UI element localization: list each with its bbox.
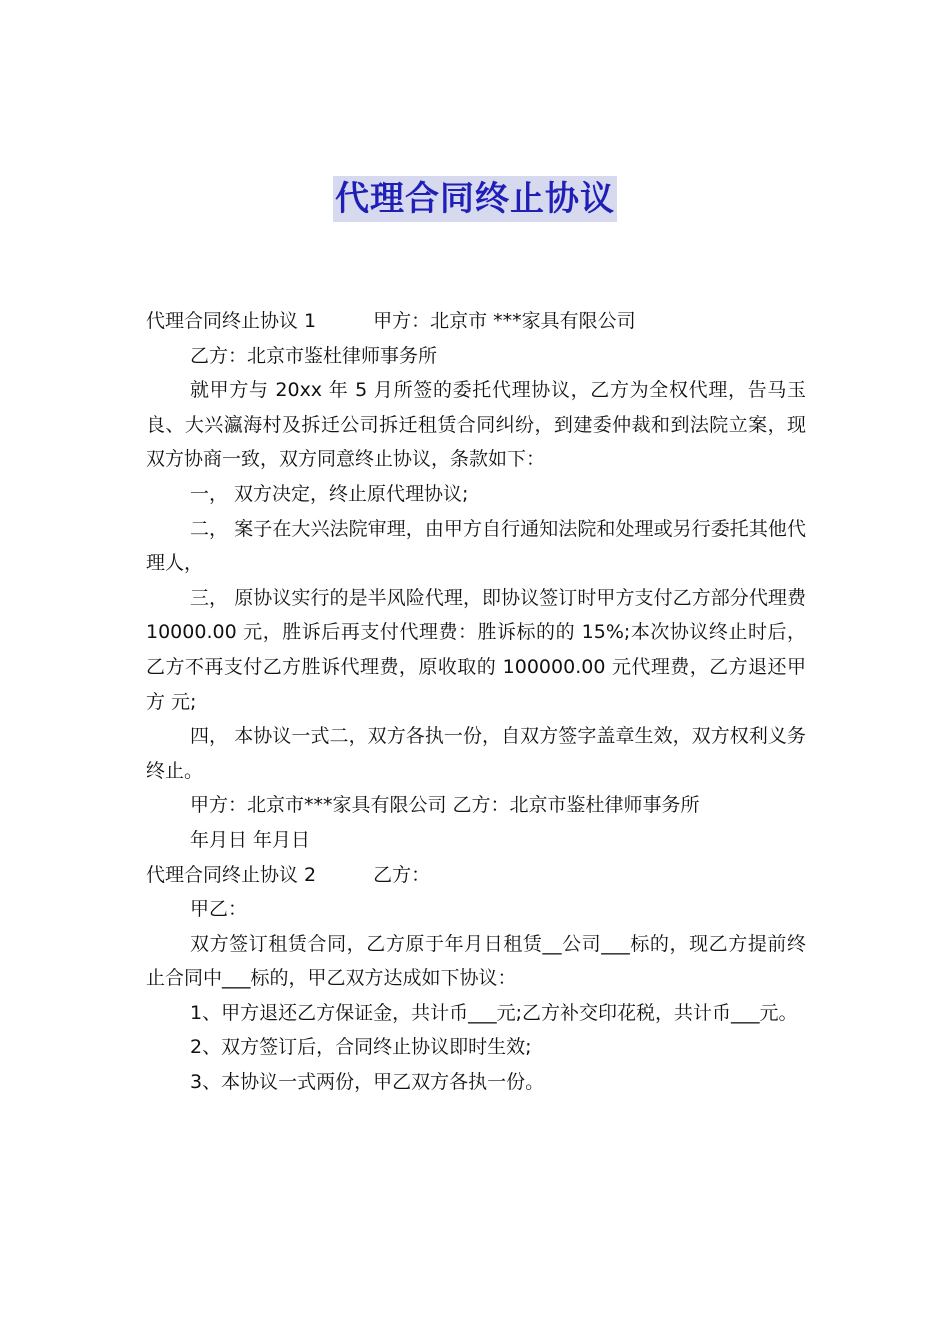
paragraph-lease-background: 双方签订租赁合同，乙方原于年月日租赁__公司___标的，现乙方提前终止合同中___标的，甲乙双方达成如下协议：: [146, 932, 806, 990]
signature-dates: 年月日 年月日: [190, 828, 311, 851]
item-3: 3、本协议一式两份，甲乙双方各执一份。: [190, 1071, 545, 1094]
paragraph-party-b: 乙方：北京市鉴杜律师事务所: [190, 344, 438, 367]
clause-1: 一， 双方决定，终止原代理协议;: [190, 482, 469, 505]
item-2: 2、双方签订后，合同终止协议即时生效;: [190, 1036, 532, 1059]
document-title: 代理合同终止协议: [333, 176, 617, 222]
section-heading-1: 代理合同终止协议 1 甲方：北京市 ***家具有限公司: [146, 310, 636, 332]
section-heading-2: 代理合同终止协议 2 乙方：: [146, 863, 431, 886]
title-container: [0, 176, 950, 222]
paragraph-background: 就甲方与 20xx 年 5 月所签的委托代理协议，乙方为全权代理，告马玉良、大兴瀛海村及拆迁公司拆迁租赁合同纠纷，到建委仲裁和到法院立案，现双方协商一致，双方同意终止协议，条款如下：: [146, 379, 806, 471]
signature-parties: 甲方：北京市***家具有限公司 乙方：北京市鉴杜律师事务所: [190, 794, 700, 817]
clause-2: 二， 案子在大兴法院审理，由甲方自行通知法院和处理或另行委托其他代理人，: [146, 517, 806, 575]
document-body: [146, 304, 806, 1100]
clause-4: 四， 本协议一式二，双方各执一份，自双方签字盖章生效，双方权利义务终止。: [146, 725, 806, 782]
paragraph-parties-ab: 甲乙：: [190, 898, 248, 921]
item-1: 1、甲方退还乙方保证金，共计币___元;乙方补交印花税，共计币___元。: [190, 1001, 798, 1024]
clause-3: 三， 原协议实行的是半风险代理，即协议签订时甲方支付乙方部分代理费 10000.00 元，胜诉后再支付代理费：胜诉标的的 15%;本次协议终止时后，乙方不再支付乙方胜诉代理费，原收取的 100000.00 元代理费，乙方退还甲方 元;: [146, 586, 806, 713]
